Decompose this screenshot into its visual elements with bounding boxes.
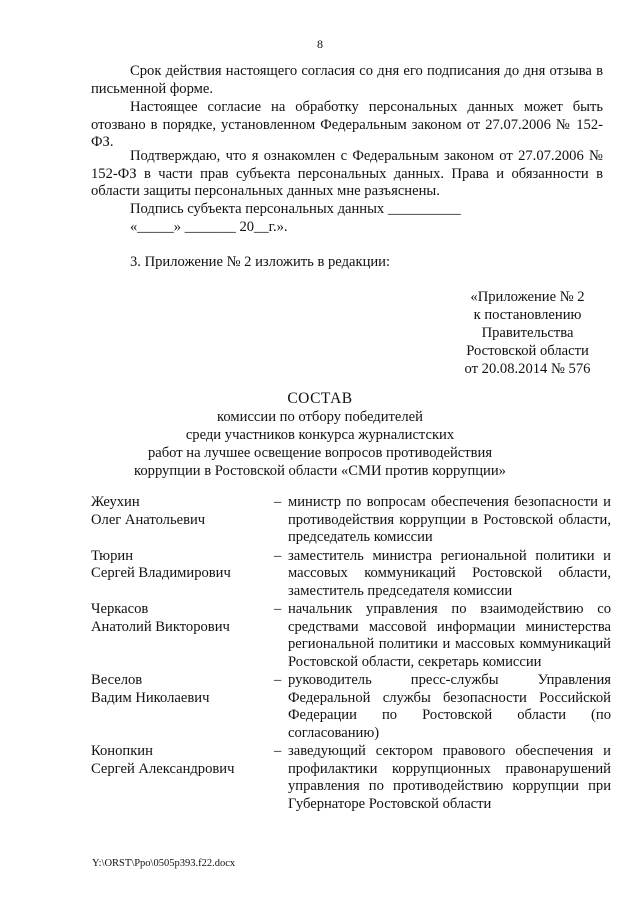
member-row [91, 743, 611, 813]
member-given-name: Анатолий Викторович [91, 618, 230, 635]
file-path-footer: Y:\ORST\Ppo\0505p393.f22.docx [92, 858, 236, 869]
item-3-text: 3. Приложение № 2 изложить в редакции: [130, 254, 391, 270]
subtitle-line: работ на лучшее освещение вопросов противодействия [147, 445, 493, 461]
appendix-header [440, 288, 615, 378]
member-surname: Веселов [91, 672, 143, 688]
member-given-name: Сергей Владимирович [91, 565, 231, 581]
member-name [91, 601, 274, 671]
member-given-name: Олег Анатольевич [91, 511, 206, 528]
paragraph-confirmation [91, 148, 603, 201]
appendix-line: Правительства [481, 325, 574, 341]
member-given-name: Сергей Александрович [91, 760, 235, 777]
page-number: 8 [317, 37, 323, 51]
member-surname: Черкасов [91, 601, 149, 617]
signature-line: Подпись субъекта персональных данных __________ [130, 201, 461, 217]
paragraph-text: Срок действия настоящего согласия со дня его подписания до дня отзыва в письменной форме. [91, 63, 603, 97]
appendix-line: к постановлению [473, 307, 582, 323]
member-role: заместитель министра региональной политики и массовых коммуникаций Ростовской области, заместитель председателя комиссии [288, 547, 611, 599]
paragraph-text: Настоящее согласие на обработку персональных данных может быть отозвано в порядке, установленном Федеральным законом от 27.07.2006 № 152-ФЗ. [91, 99, 603, 150]
member-name [91, 548, 274, 601]
member-dash: – [274, 601, 282, 617]
member-dash: – [274, 672, 282, 688]
composition-title: СОСТАВ [287, 390, 353, 407]
appendix-line: Ростовской области [466, 343, 589, 359]
paragraph-text: Подтверждаю, что я ознакомлен с Федеральным законом от 27.07.2006 № 152-ФЗ в части прав субъекта персональных данных. Права и обязанности в области защиты персональных данных мне разъяснены. [91, 148, 603, 199]
member-row [91, 672, 611, 742]
paragraph-validity [91, 63, 603, 98]
member-role: руководитель пресс-службы Управления Федеральной службы безопасности Российской Федерации по Ростовской области (по согласованию) [288, 672, 611, 741]
paragraph-revocation [91, 99, 603, 152]
member-row [91, 548, 611, 601]
member-name [91, 743, 274, 813]
member-row [91, 601, 611, 671]
signature-block [130, 200, 461, 236]
signature-date-line: «_____» _______ 20__г.». [130, 219, 288, 235]
member-surname: Конопкин [91, 743, 153, 759]
appendix-line: от 20.08.2014 № 576 [464, 361, 591, 377]
composition-subtitle [0, 408, 640, 480]
subtitle-line: коррупции в Ростовской области «СМИ против коррупции» [134, 463, 506, 479]
member-surname: Жеухин [91, 494, 140, 510]
member-role: начальник управления по взаимодействию со средствами массовой информации министерства региональной политики и массовых коммуникаций Ростовской области, секретарь комиссии [288, 601, 611, 670]
member-given-name: Вадим Николаевич [91, 689, 210, 706]
member-name [91, 672, 274, 742]
member-dash: – [274, 494, 282, 510]
members-list [91, 494, 611, 814]
member-dash: – [274, 743, 282, 759]
member-role: министр по вопросам обеспечения безопасности и противодействия коррупции в Ростовской области, председатель комиссии [288, 494, 611, 545]
subtitle-line: комиссии по отбору победителей [217, 409, 423, 425]
subtitle-line: среди участников конкурса журналистских [185, 427, 455, 443]
member-dash: – [274, 547, 282, 564]
member-role: заведующий сектором правового обеспечения и профилактики коррупционных правонарушений управления по противодействию коррупции при Губернаторе Ростовской области [288, 743, 611, 812]
member-name [91, 494, 274, 547]
member-surname: Тюрин [91, 547, 134, 564]
member-row [91, 494, 611, 547]
appendix-line: «Приложение № 2 [470, 289, 585, 305]
